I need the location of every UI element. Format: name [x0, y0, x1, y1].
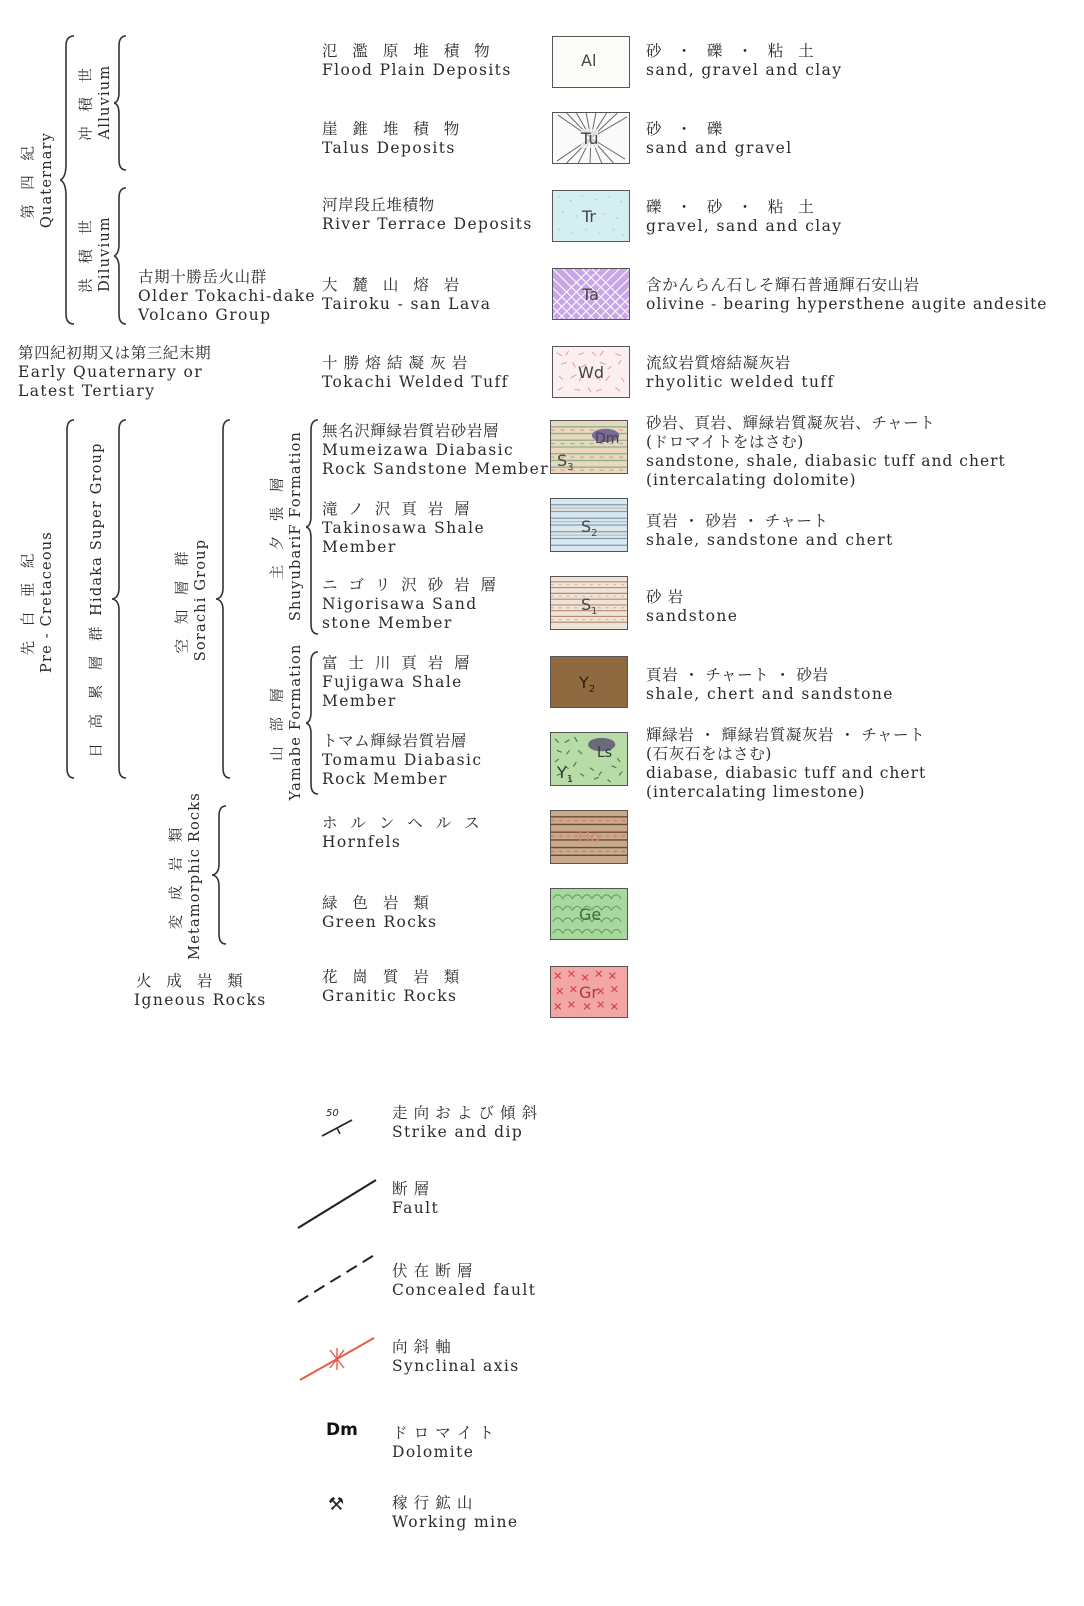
stratum-gr-symbol: Gr [579, 983, 598, 1002]
stratum-y2-name: 富 士 川 頁 岩 層 Fujigawa Shale Member [322, 654, 473, 710]
stratum-y2-swatch [550, 656, 628, 708]
dolomite-mark: Dm [326, 1420, 358, 1440]
stratum-s3-name: 無名沢輝緑岩質岩砂岩層 Mumeizawa Diabasic Rock Sandstone Member [322, 422, 550, 478]
synclinal-axis-icon [298, 1334, 378, 1384]
stratum-ho-swatch [550, 810, 628, 864]
stratum-wd-name: 十 勝 熔 結 凝 灰 岩 Tokachi Welded Tuff [322, 354, 509, 391]
stratum-y1-symbol: $Y_1$ [557, 763, 574, 786]
diluvium-label: 洪 積 世 Diluvium [79, 215, 113, 293]
stratum-ge-symbol: Ge [579, 905, 602, 924]
metamorphic-brace [212, 804, 232, 946]
stratum-wd-symbol: Wd [578, 363, 604, 382]
stratum-s2-desc: 頁岩 ・ 砂岩 ・ チャート shale, sandstone and chert [646, 512, 894, 549]
stratum-tu-symbol: Tu [581, 129, 599, 148]
stratum-tr-desc: 礫 ・ 砂 ・ 粘 土 gravel, sand and clay [646, 198, 843, 235]
stratum-tu-name: 崖 錐 堆 積 物 Talus Deposits [322, 120, 465, 157]
stratum-tr-swatch [552, 190, 630, 242]
quaternary-brace [60, 34, 80, 326]
stratum-s2-name: 滝 ノ 沢 頁 岩 層 Takinosawa Shale Member [322, 500, 486, 556]
stratum-s1-swatch [550, 576, 628, 630]
legend-synclinal-axis: 向 斜 軸 Synclinal axis [392, 1338, 520, 1375]
pre-cretaceous-brace [62, 418, 78, 780]
stratum-y1-name: トマム輝緑岩質岩層 Tomamu Diabasic Rock Member [322, 732, 483, 788]
sorachi-label: 空 知 層 群 Sorachi Group [175, 538, 209, 662]
metamorphic-label: 変 成 岩 類 Metamorphic Rocks [169, 792, 203, 960]
igneous-label: 火 成 岩 類 Igneous Rocks [134, 972, 267, 1009]
legend-strike-dip: 走 向 お よ び 傾 斜 Strike and dip [392, 1104, 538, 1141]
alluvium-brace [114, 34, 132, 172]
stratum-ta-name: 大 麓 山 熔 岩 Tairoku - san Lava [322, 276, 492, 313]
quaternary-label: 第 四 紀 Quaternary [21, 131, 55, 229]
legend-working-mine: 稼 行 鉱 山 Working mine [392, 1494, 519, 1531]
stratum-al-swatch [552, 36, 630, 88]
stratum-al-desc: 砂 ・ 礫 ・ 粘 土 sand, gravel and clay [646, 42, 843, 79]
stratum-ta-desc: 含かんらん石しそ輝石普通輝石安山岩 olivine - bearing hypersthene augite andesite [646, 276, 1048, 313]
stratum-s3-inset: Dm [595, 431, 620, 447]
stratum-s2-symbol: $S_2$ [581, 517, 598, 540]
stratum-tr-symbol: Tr [582, 207, 596, 226]
shuyubari-label: 主 夕 張 層 ShuyubariF Formation [270, 430, 304, 622]
stratum-al-symbol: Al [581, 51, 597, 70]
stratum-tu-desc: 砂 ・ 礫 sand and gravel [646, 120, 793, 157]
stratum-wd-desc: 流紋岩質熔結凝灰岩 rhyolitic welded tuff [646, 354, 835, 391]
stratum-tr-name: 河岸段丘堆積物 River Terrace Deposits [322, 196, 533, 233]
stratum-al-name: 氾 濫 原 堆 積 物 Flood Plain Deposits [322, 42, 512, 79]
legend-fault: 断 層 Fault [392, 1180, 440, 1217]
stratum-ho-name: ホ ル ン ヘ ル ス Hornfels [322, 814, 484, 851]
stratum-s1-symbol: $S_1$ [581, 595, 598, 618]
stratum-y1-swatch [550, 732, 628, 786]
stratum-wd-swatch [552, 346, 630, 398]
stratum-gr-name: 花 崗 質 岩 類 Granitic Rocks [322, 968, 465, 1005]
stratum-ho-symbol: Ho [578, 827, 600, 846]
stratum-gr-swatch [550, 966, 628, 1018]
stratum-ge-swatch [550, 888, 628, 940]
stratum-s1-desc: 砂 岩 sandstone [646, 588, 739, 625]
alluvium-label: 冲 積 世 Alluvium [79, 63, 113, 141]
stratum-s3-desc: 砂岩、頁岩、輝緑岩質凝灰岩、チャート (ドロマイトをはさむ) sandstone, shale, diabasic tuff and chert (intercalating dolomite) [646, 414, 1006, 489]
hidaka-brace [112, 418, 132, 780]
sorachi-brace [216, 418, 236, 780]
working-mine-icon: ⚒ [328, 1494, 345, 1515]
stratum-s3-symbol: $S_3$ [557, 451, 574, 474]
stratum-y1-inset: Ls [597, 745, 613, 761]
stratum-s3-swatch [550, 420, 628, 474]
early-quaternary-label: 第四紀初期又は第三紀末期 Early Quaternary or Latest Tertiary [18, 344, 212, 400]
stratum-y2-symbol: $Y_2$ [579, 673, 596, 696]
strike-dip-mark: 50 [326, 1108, 339, 1119]
fault-line-icon [296, 1176, 380, 1232]
hidaka-label: 日 高 累 層 群 Hidaka Super Group [89, 442, 105, 758]
stratum-y1-desc: 輝緑岩 ・ 輝緑岩質凝灰岩 ・ チャート (石灰石をはさむ) diabase, diabasic tuff and chert (intercalating limestone) [646, 726, 927, 801]
legend-concealed-fault: 伏 在 断 層 Concealed fault [392, 1262, 537, 1299]
stratum-tu-swatch [552, 112, 630, 164]
stratum-y2-desc: 頁岩 ・ チャート ・ 砂岩 shale, chert and sandstone [646, 666, 894, 703]
pre-cretaceous-label: 先 白 亜 紀 Pre - Cretaceous [21, 531, 55, 673]
legend-dolomite: ド ロ マ イ ト Dolomite [392, 1424, 495, 1461]
stratum-ta-symbol: Ta [582, 285, 599, 304]
diluvium-brace [114, 186, 132, 326]
older-tokachi-label: 古期十勝岳火山群 Older Tokachi-dake Volcano Group [138, 268, 316, 324]
stratum-ge-name: 緑 色 岩 類 Green Rocks [322, 894, 438, 931]
strike-dip-icon [318, 1104, 360, 1138]
concealed-fault-icon [296, 1250, 380, 1306]
stratum-ta-swatch [552, 268, 630, 320]
stratum-s1-name: ニ ゴ リ 沢 砂 岩 層 Nigorisawa Sand stone Member [322, 576, 500, 632]
stratum-s2-swatch [550, 498, 628, 552]
yamabe-label: 山 部 層 Yamabe Formation [270, 643, 304, 801]
